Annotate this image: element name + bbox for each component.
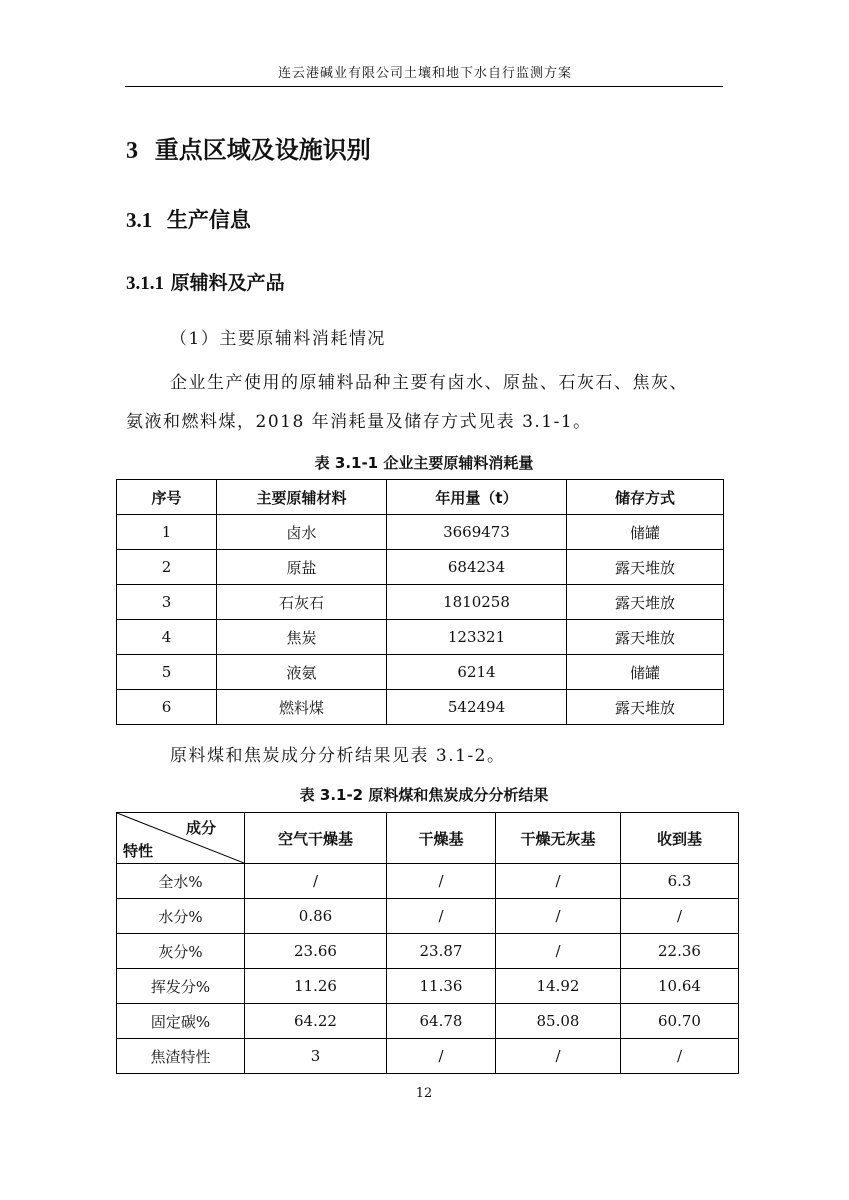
header-rule xyxy=(125,86,723,87)
table1-caption: 表 3.1-1 企业主要原辅料消耗量 xyxy=(314,454,534,472)
table-cell: 64.22 xyxy=(245,1004,387,1039)
table-row xyxy=(117,515,724,550)
table-cell: / xyxy=(387,1039,496,1074)
table-cell: 挥发分% xyxy=(117,969,245,1004)
table-cell: 原盐 xyxy=(217,550,387,585)
table-row xyxy=(117,550,724,585)
table-header-cell: 干燥无灰基 xyxy=(496,813,621,864)
table-row xyxy=(117,690,724,725)
table-header-cell: 序号 xyxy=(117,480,217,515)
table-cell: 1 xyxy=(117,515,217,550)
page-number: 12 xyxy=(415,1086,433,1101)
table-cell: / xyxy=(245,864,387,899)
page-header: 连云港碱业有限公司土壤和地下水自行监测方案 xyxy=(277,66,572,81)
table-cell: 全水% xyxy=(117,864,245,899)
table-cell: 焦炭 xyxy=(217,620,387,655)
table-cell: / xyxy=(496,1039,621,1074)
table-cell: 储罐 xyxy=(567,515,724,550)
section-title: 重点区域及设施识别 xyxy=(154,136,371,164)
table-cell: 60.70 xyxy=(621,1004,739,1039)
table-cell: 23.66 xyxy=(245,934,387,969)
table-row xyxy=(117,1039,739,1074)
table-cell: 储罐 xyxy=(567,655,724,690)
table-cell: 23.87 xyxy=(387,934,496,969)
table-row xyxy=(117,864,739,899)
table-cell: 14.92 xyxy=(496,969,621,1004)
table-cell: / xyxy=(496,864,621,899)
table-cell: 0.86 xyxy=(245,899,387,934)
table-cell: 燃料煤 xyxy=(217,690,387,725)
table-header-cell: 主要原辅材料 xyxy=(217,480,387,515)
table-row xyxy=(117,1004,739,1039)
table2-caption: 表 3.1-2 原料煤和焦炭成分分析结果 xyxy=(299,786,549,804)
table-cell: 6214 xyxy=(387,655,567,690)
table-cell: 灰分% xyxy=(117,934,245,969)
table-cell: / xyxy=(496,899,621,934)
table-header-cell: 年用量（t） xyxy=(387,480,567,515)
table-cell: 固定碳% xyxy=(117,1004,245,1039)
table-cell: 22.36 xyxy=(621,934,739,969)
table-cell: / xyxy=(387,864,496,899)
table-cell: 石灰石 xyxy=(217,585,387,620)
section-number: 3 xyxy=(126,138,138,164)
table-row xyxy=(117,620,724,655)
table-row xyxy=(117,969,739,1004)
table-cell: 684234 xyxy=(387,550,567,585)
coal-analysis-table xyxy=(116,812,739,1074)
paragraph-intro-line-2: 氨液和燃料煤，2018 年消耗量及储存方式见表 3.1-1。 xyxy=(126,412,592,432)
table-cell: 3669473 xyxy=(387,515,567,550)
table-cell: 64.78 xyxy=(387,1004,496,1039)
table-row xyxy=(117,655,724,690)
subsection-title: 生产信息 xyxy=(166,208,251,232)
table-cell: 卤水 xyxy=(217,515,387,550)
table-header-cell: 储存方式 xyxy=(567,480,724,515)
table-header-cell: 干燥基 xyxy=(387,813,496,864)
raw-material-table xyxy=(116,479,724,725)
diagonal-header-cell xyxy=(117,813,245,864)
table-cell: 123321 xyxy=(387,620,567,655)
table-cell: / xyxy=(496,934,621,969)
table-cell: 2 xyxy=(117,550,217,585)
table-cell: / xyxy=(621,899,739,934)
paragraph-intro-line-1: 企业生产使用的原辅料品种主要有卤水、原盐、石灰石、焦灰、 xyxy=(170,373,688,393)
corner-label-component: 成分 xyxy=(185,819,216,837)
table-cell: 3 xyxy=(117,585,217,620)
table-cell: 水分% xyxy=(117,899,245,934)
table-cell: 焦渣特性 xyxy=(117,1039,245,1074)
subsubsection-number: 3.1.1 xyxy=(126,273,164,294)
table-header-cell: 空气干燥基 xyxy=(245,813,387,864)
table-cell: / xyxy=(387,899,496,934)
paragraph-consumption-title: （1）主要原辅料消耗情况 xyxy=(170,329,386,349)
table-cell: 6 xyxy=(117,690,217,725)
corner-label-property: 特性 xyxy=(123,842,154,860)
table-row xyxy=(117,585,724,620)
table-header-row xyxy=(117,813,739,864)
table-row xyxy=(117,899,739,934)
section-heading-3 xyxy=(126,268,285,295)
subsubsection-title: 原辅料及产品 xyxy=(170,272,285,294)
table-cell: 11.36 xyxy=(387,969,496,1004)
table-cell: 露天堆放 xyxy=(567,550,724,585)
section-heading-1 xyxy=(126,130,371,165)
table-cell: 3 xyxy=(245,1039,387,1074)
table-cell: 85.08 xyxy=(496,1004,621,1039)
table-cell: / xyxy=(621,1039,739,1074)
table-cell: 6.3 xyxy=(621,864,739,899)
table-header-cell: 收到基 xyxy=(621,813,739,864)
table-cell: 液氨 xyxy=(217,655,387,690)
paragraph-table2-intro: 原料煤和焦炭成分分析结果见表 3.1-2。 xyxy=(170,746,506,766)
table-cell: 542494 xyxy=(387,690,567,725)
table-cell: 露天堆放 xyxy=(567,620,724,655)
table-header-row xyxy=(117,480,724,515)
table-row xyxy=(117,934,739,969)
table-cell: 露天堆放 xyxy=(567,690,724,725)
section-heading-2 xyxy=(126,204,251,234)
table-cell: 11.26 xyxy=(245,969,387,1004)
table-cell: 10.64 xyxy=(621,969,739,1004)
table-cell: 1810258 xyxy=(387,585,567,620)
table-cell: 5 xyxy=(117,655,217,690)
subsection-number: 3.1 xyxy=(126,208,153,232)
table-cell: 露天堆放 xyxy=(567,585,724,620)
table-cell: 4 xyxy=(117,620,217,655)
